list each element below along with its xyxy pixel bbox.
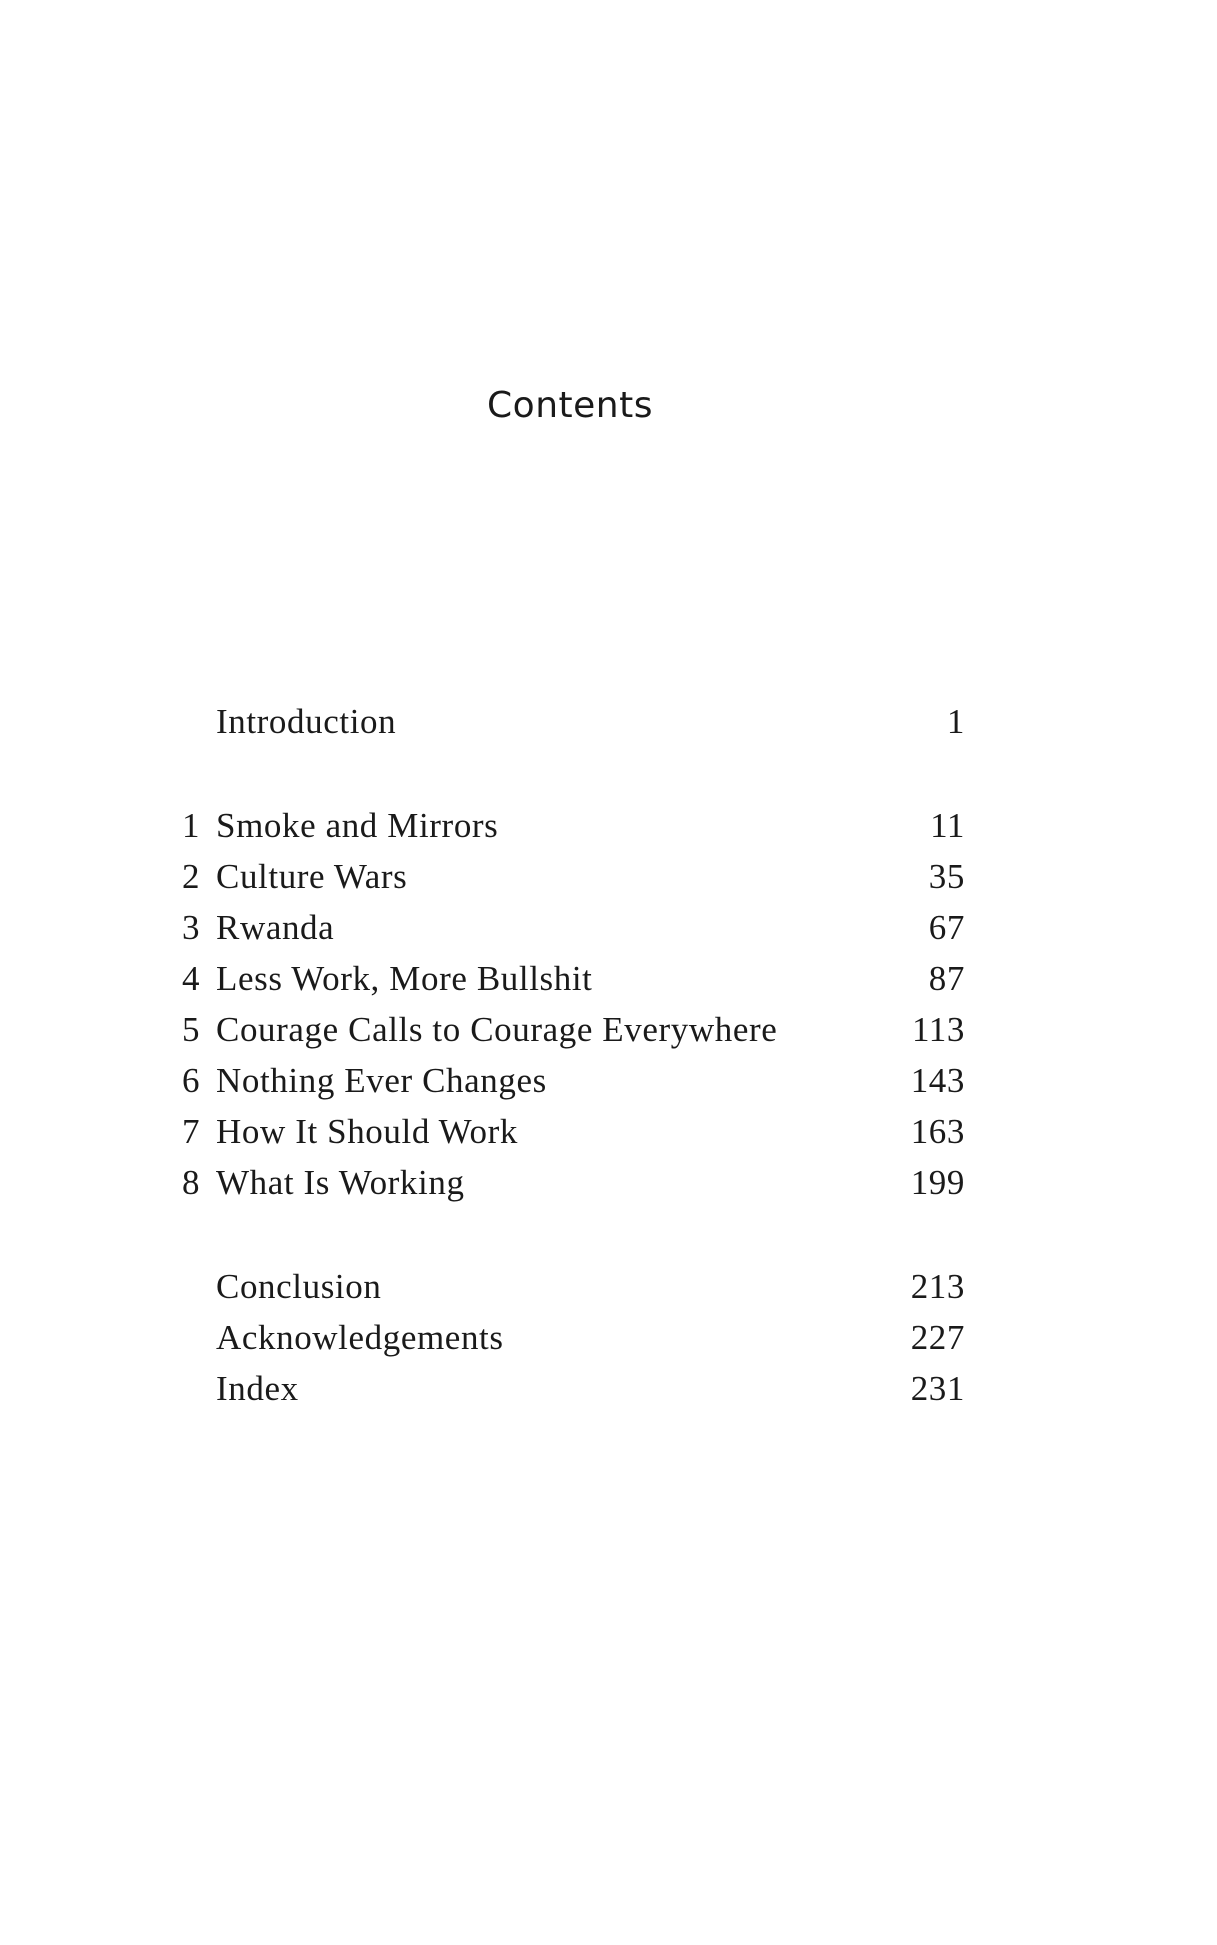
toc-entry-label: Smoke and Mirrors — [216, 806, 499, 845]
toc-entry-chapter-8 — [172, 1161, 972, 1205]
toc-entry-label: Less Work, More Bullshit — [216, 959, 593, 998]
toc-entry-conclusion — [172, 1265, 972, 1309]
toc-entry-chapter-3 — [172, 906, 972, 950]
toc-entry-chapter-7 — [172, 1110, 972, 1154]
toc-entry-page: 35 — [928, 857, 965, 896]
toc-entry-chapter-2 — [172, 855, 972, 899]
toc-entry-introduction — [172, 700, 972, 744]
toc-entry-chapter-5 — [172, 1008, 972, 1052]
toc-entry-page: 67 — [928, 908, 965, 947]
toc-entry-page: 87 — [928, 959, 965, 998]
toc-entry-page: 143 — [910, 1061, 965, 1100]
toc-entry-label: Introduction — [216, 702, 397, 741]
toc-entry-label: What Is Working — [216, 1163, 465, 1202]
toc-entry-number: 8 — [182, 1163, 201, 1202]
toc-entry-page: 227 — [910, 1318, 965, 1357]
toc-entry-page: 231 — [910, 1369, 965, 1408]
toc-entry-chapter-1 — [172, 804, 972, 848]
toc-entry-number: 2 — [182, 857, 201, 896]
toc-entry-label: Courage Calls to Courage Everywhere — [216, 1010, 778, 1049]
toc-entry-index — [172, 1367, 972, 1411]
toc-entry-page: 199 — [910, 1163, 965, 1202]
toc-entry-page: 213 — [910, 1267, 965, 1306]
toc-entry-label: Index — [216, 1369, 299, 1408]
toc-entry-label: Nothing Ever Changes — [216, 1061, 547, 1100]
toc-entry-number: 7 — [182, 1112, 201, 1151]
toc-entry-chapter-6 — [172, 1059, 972, 1103]
toc-entry-number: 5 — [182, 1010, 201, 1049]
toc-entry-number: 6 — [182, 1061, 201, 1100]
toc-entry-page: 163 — [910, 1112, 965, 1151]
toc-entry-chapter-4 — [172, 957, 972, 1001]
toc-entry-label: Culture Wars — [216, 857, 408, 896]
page-title: Contents — [487, 385, 653, 426]
toc-entry-label: Rwanda — [216, 908, 335, 947]
toc-entry-acknowledgements — [172, 1316, 972, 1360]
toc-entry-page: 1 — [946, 702, 965, 741]
toc-entry-page: 113 — [911, 1010, 965, 1049]
toc-entry-number: 3 — [182, 908, 201, 947]
toc-entry-label: How It Should Work — [216, 1112, 518, 1151]
toc-entry-label: Conclusion — [216, 1267, 382, 1306]
toc-entry-number: 4 — [182, 959, 201, 998]
toc-entry-number: 1 — [182, 806, 201, 845]
toc-entry-page: 11 — [930, 806, 965, 845]
toc-entry-label: Acknowledgements — [216, 1318, 504, 1357]
